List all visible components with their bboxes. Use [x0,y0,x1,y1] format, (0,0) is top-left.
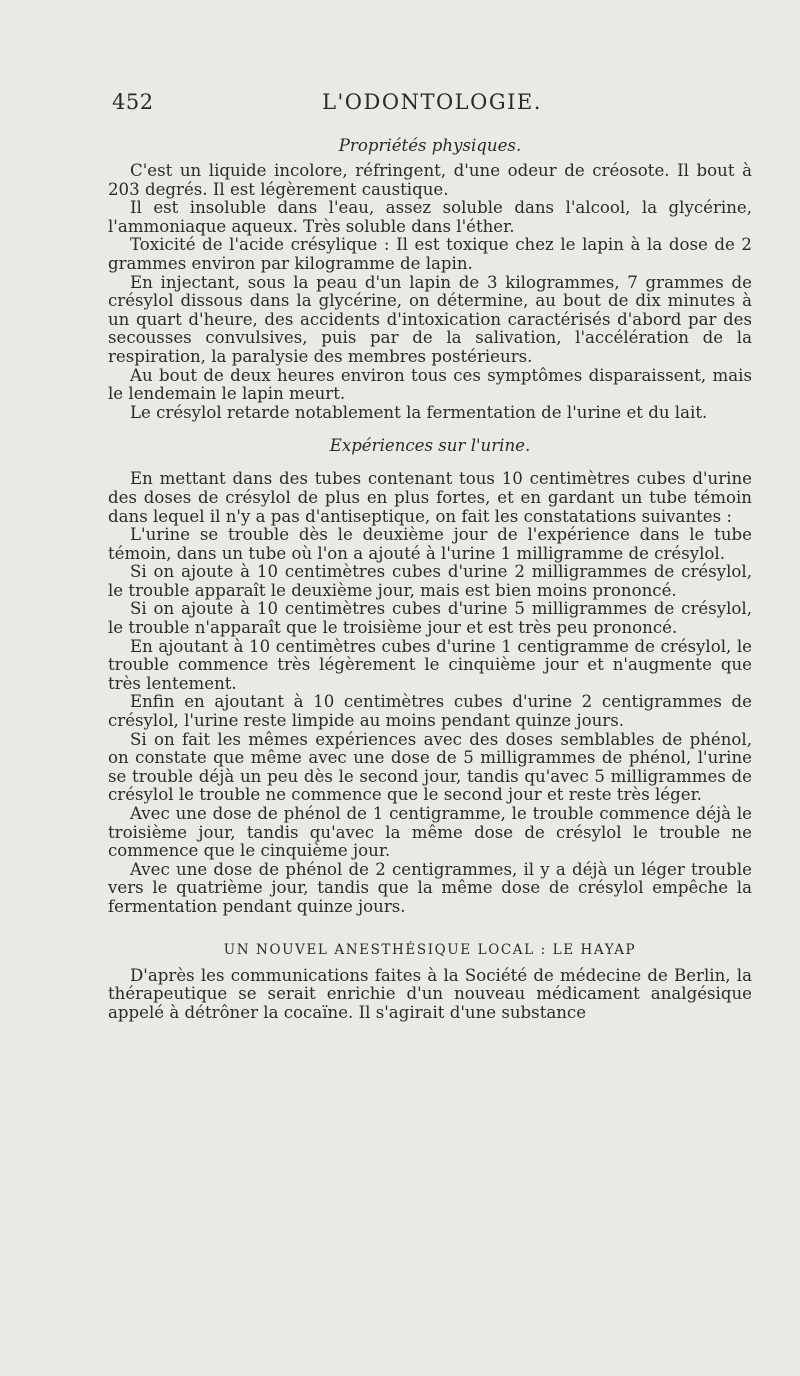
paragraph: Avec une dose de phénol de 1 centigramme, le trouble commence déjà le troisième jour, tandis qu'avec la même dose de crésylol le trouble ne commence que le cinquième jour. [108,804,752,861]
paragraph: L'urine se trouble dès le deuxième jour de l'expérience dans le tube témoin, dans un tube où l'on a ajouté à l'urine 1 milligramme de crésylol. [108,525,752,563]
paragraph: Au bout de deux heures environ tous ces symptômes disparaissent, mais le lendemain le lapin meurt. [108,365,752,404]
paragraph: Si on ajoute à 10 centimètres cubes d'urine 2 milligrammes de crésylol, le trouble apparaît le deuxième jour, mais est bien moins prononcé. [108,562,752,600]
paragraph: C'est un liquide incolore, réfringent, d'une odeur de créosote. Il bout à 203 degrés. Il est légèrement caustique. [108,161,752,199]
section-title-urine-experiments: Expériences sur l'urine. [329,436,531,456]
section-title-physical-properties: Propriétés physiques. [338,136,522,155]
paragraph: Si on ajoute à 10 centimètres cubes d'urine 5 milligrammes de crésylol, le trouble n'apparaît que le troisième jour et est très peu prononcé. [108,599,752,638]
paragraph: En injectant, sous la peau d'un lapin de 3 kilogrammes, 7 grammes de crésylol dissous dans la glycérine, on détermine, au bout de dix minutes à un quart d'heure, des accidents d'intoxication caractérisés d'abord par des secousses convulsives, puis par de la salivation, l'accélération de la respiration, la paralysie des membres postérieurs. [108,272,752,366]
paragraph: D'après les communications faites à la Société de médecine de Berlin, la thérapeutique se serait enrichie d'un nouveau médicament analgésique appelé à détrôner la cocaïne. Il s'agirait d'une substance [108,965,752,1022]
paragraph: Si on fait les mêmes expériences avec des doses semblables de phénol, on constate que même avec une dose de 5 milligrammes de phénol, l'urine se trouble déjà un peu dès le second jour, tandis qu'avec 5 milligrammes de crésylol le trouble ne commence que le second jour et reste très léger. [108,729,752,805]
running-title: L'ODONTOLOGIE. [322,90,542,114]
page-content [108,136,752,1022]
paragraph: En ajoutant à 10 centimètres cubes d'urine 1 centigramme de crésylol, le trouble commence très légèrement le cinquième jour et n'augmente que très lentement. [108,636,752,693]
paragraph: Toxicité de l'acide crésylique : Il est toxique chez le lapin à la dose de 2 grammes environ par kilogramme de lapin. [108,235,752,273]
page-header [112,90,752,120]
paragraph: Enfin en ajoutant à 10 centimètres cubes d'urine 2 centigrammes de crésylol, l'urine reste limpide au moins pendant quinze jours. [108,692,752,731]
page-number: 452 [112,90,154,114]
paragraph: Le crésylol retarde notablement la fermentation de l'urine et du lait. [130,402,708,422]
paragraph: Il est insoluble dans l'eau, assez soluble dans l'alcool, la glycérine, l'ammoniaque aqueux. Très soluble dans l'éther. [108,198,752,236]
article-title-hayap: UN NOUVEL ANESTHÉSIQUE LOCAL : LE HAYAP [223,941,637,958]
paragraph: En mettant dans des tubes contenant tous 10 centimètres cubes d'urine des doses de crésylol de plus en plus fortes, et en gardant un tube témoin dans lequel il n'y a pas d'antiseptique, on fait les constatations suivantes : [108,469,752,526]
paragraph: Avec une dose de phénol de 2 centigrammes, il y a déjà un léger trouble vers le quatrième jour, tandis que la même dose de crésylol empêche la fermentation pendant quinze jours. [108,859,752,916]
